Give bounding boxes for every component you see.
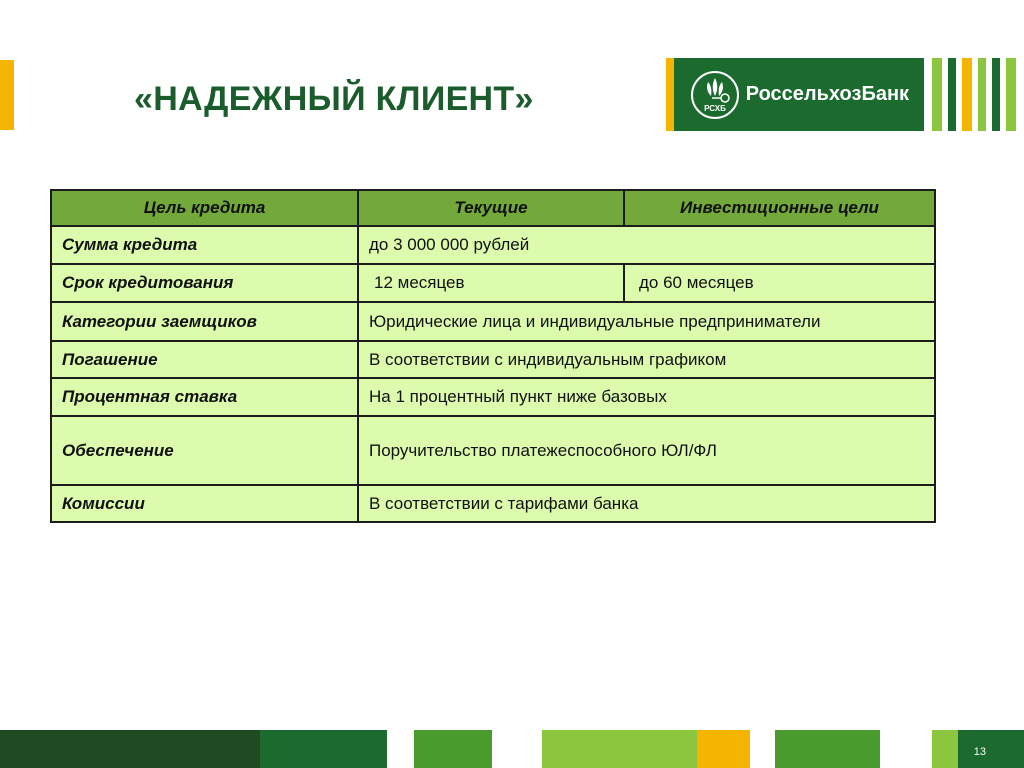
- row-value: Юридические лица и индивидуальные предприниматели: [358, 302, 935, 341]
- table-row: [51, 485, 935, 522]
- row-label: Категории заемщиков: [51, 302, 358, 341]
- brand-name: РоссельхозБанк: [745, 83, 910, 105]
- row-label: Процентная ставка: [51, 378, 358, 416]
- table-row: [51, 226, 935, 264]
- row-label: Погашение: [51, 341, 358, 378]
- row-value-investment: до 60 месяцев: [624, 264, 935, 302]
- table-header-row: [51, 190, 935, 226]
- table-row: [51, 341, 935, 378]
- table-row: [51, 378, 935, 416]
- left-accent-bar: [0, 60, 14, 130]
- table-row: [51, 264, 935, 302]
- row-label: Срок кредитования: [51, 264, 358, 302]
- logo-main-block: [674, 58, 924, 131]
- row-label: Обеспечение: [51, 416, 358, 485]
- page-number: 13: [973, 746, 986, 758]
- row-label: Комиссии: [51, 485, 358, 522]
- emblem-text: РСХБ: [703, 103, 726, 113]
- header-investment: Инвестиционные цели: [624, 190, 935, 226]
- table-row: [51, 416, 935, 485]
- row-value-current: 12 месяцев: [358, 264, 624, 302]
- row-value: до 3 000 000 рублей: [358, 226, 935, 264]
- row-value: На 1 процентный пункт ниже базовых: [358, 378, 935, 416]
- slide-title: «НАДЕЖНЫЙ КЛИЕНТ»: [134, 80, 534, 118]
- header-current: Текущие: [358, 190, 624, 226]
- header-loan-purpose: Цель кредита: [51, 190, 358, 226]
- logo-stripes: [924, 58, 1016, 131]
- row-value: В соответствии с тарифами банка: [358, 485, 935, 522]
- row-value: В соответствии с индивидуальным графиком: [358, 341, 935, 378]
- loan-terms-table: [50, 189, 936, 523]
- row-label: Сумма кредита: [51, 226, 358, 264]
- logo-gold-stripe: [666, 58, 674, 131]
- bank-logo: [666, 58, 1016, 131]
- table-row: [51, 302, 935, 341]
- bottom-color-bar: [0, 730, 1024, 768]
- row-value: Поручительство платежеспособного ЮЛ/ФЛ: [358, 416, 935, 485]
- wheat-key-emblem-icon: [690, 70, 740, 120]
